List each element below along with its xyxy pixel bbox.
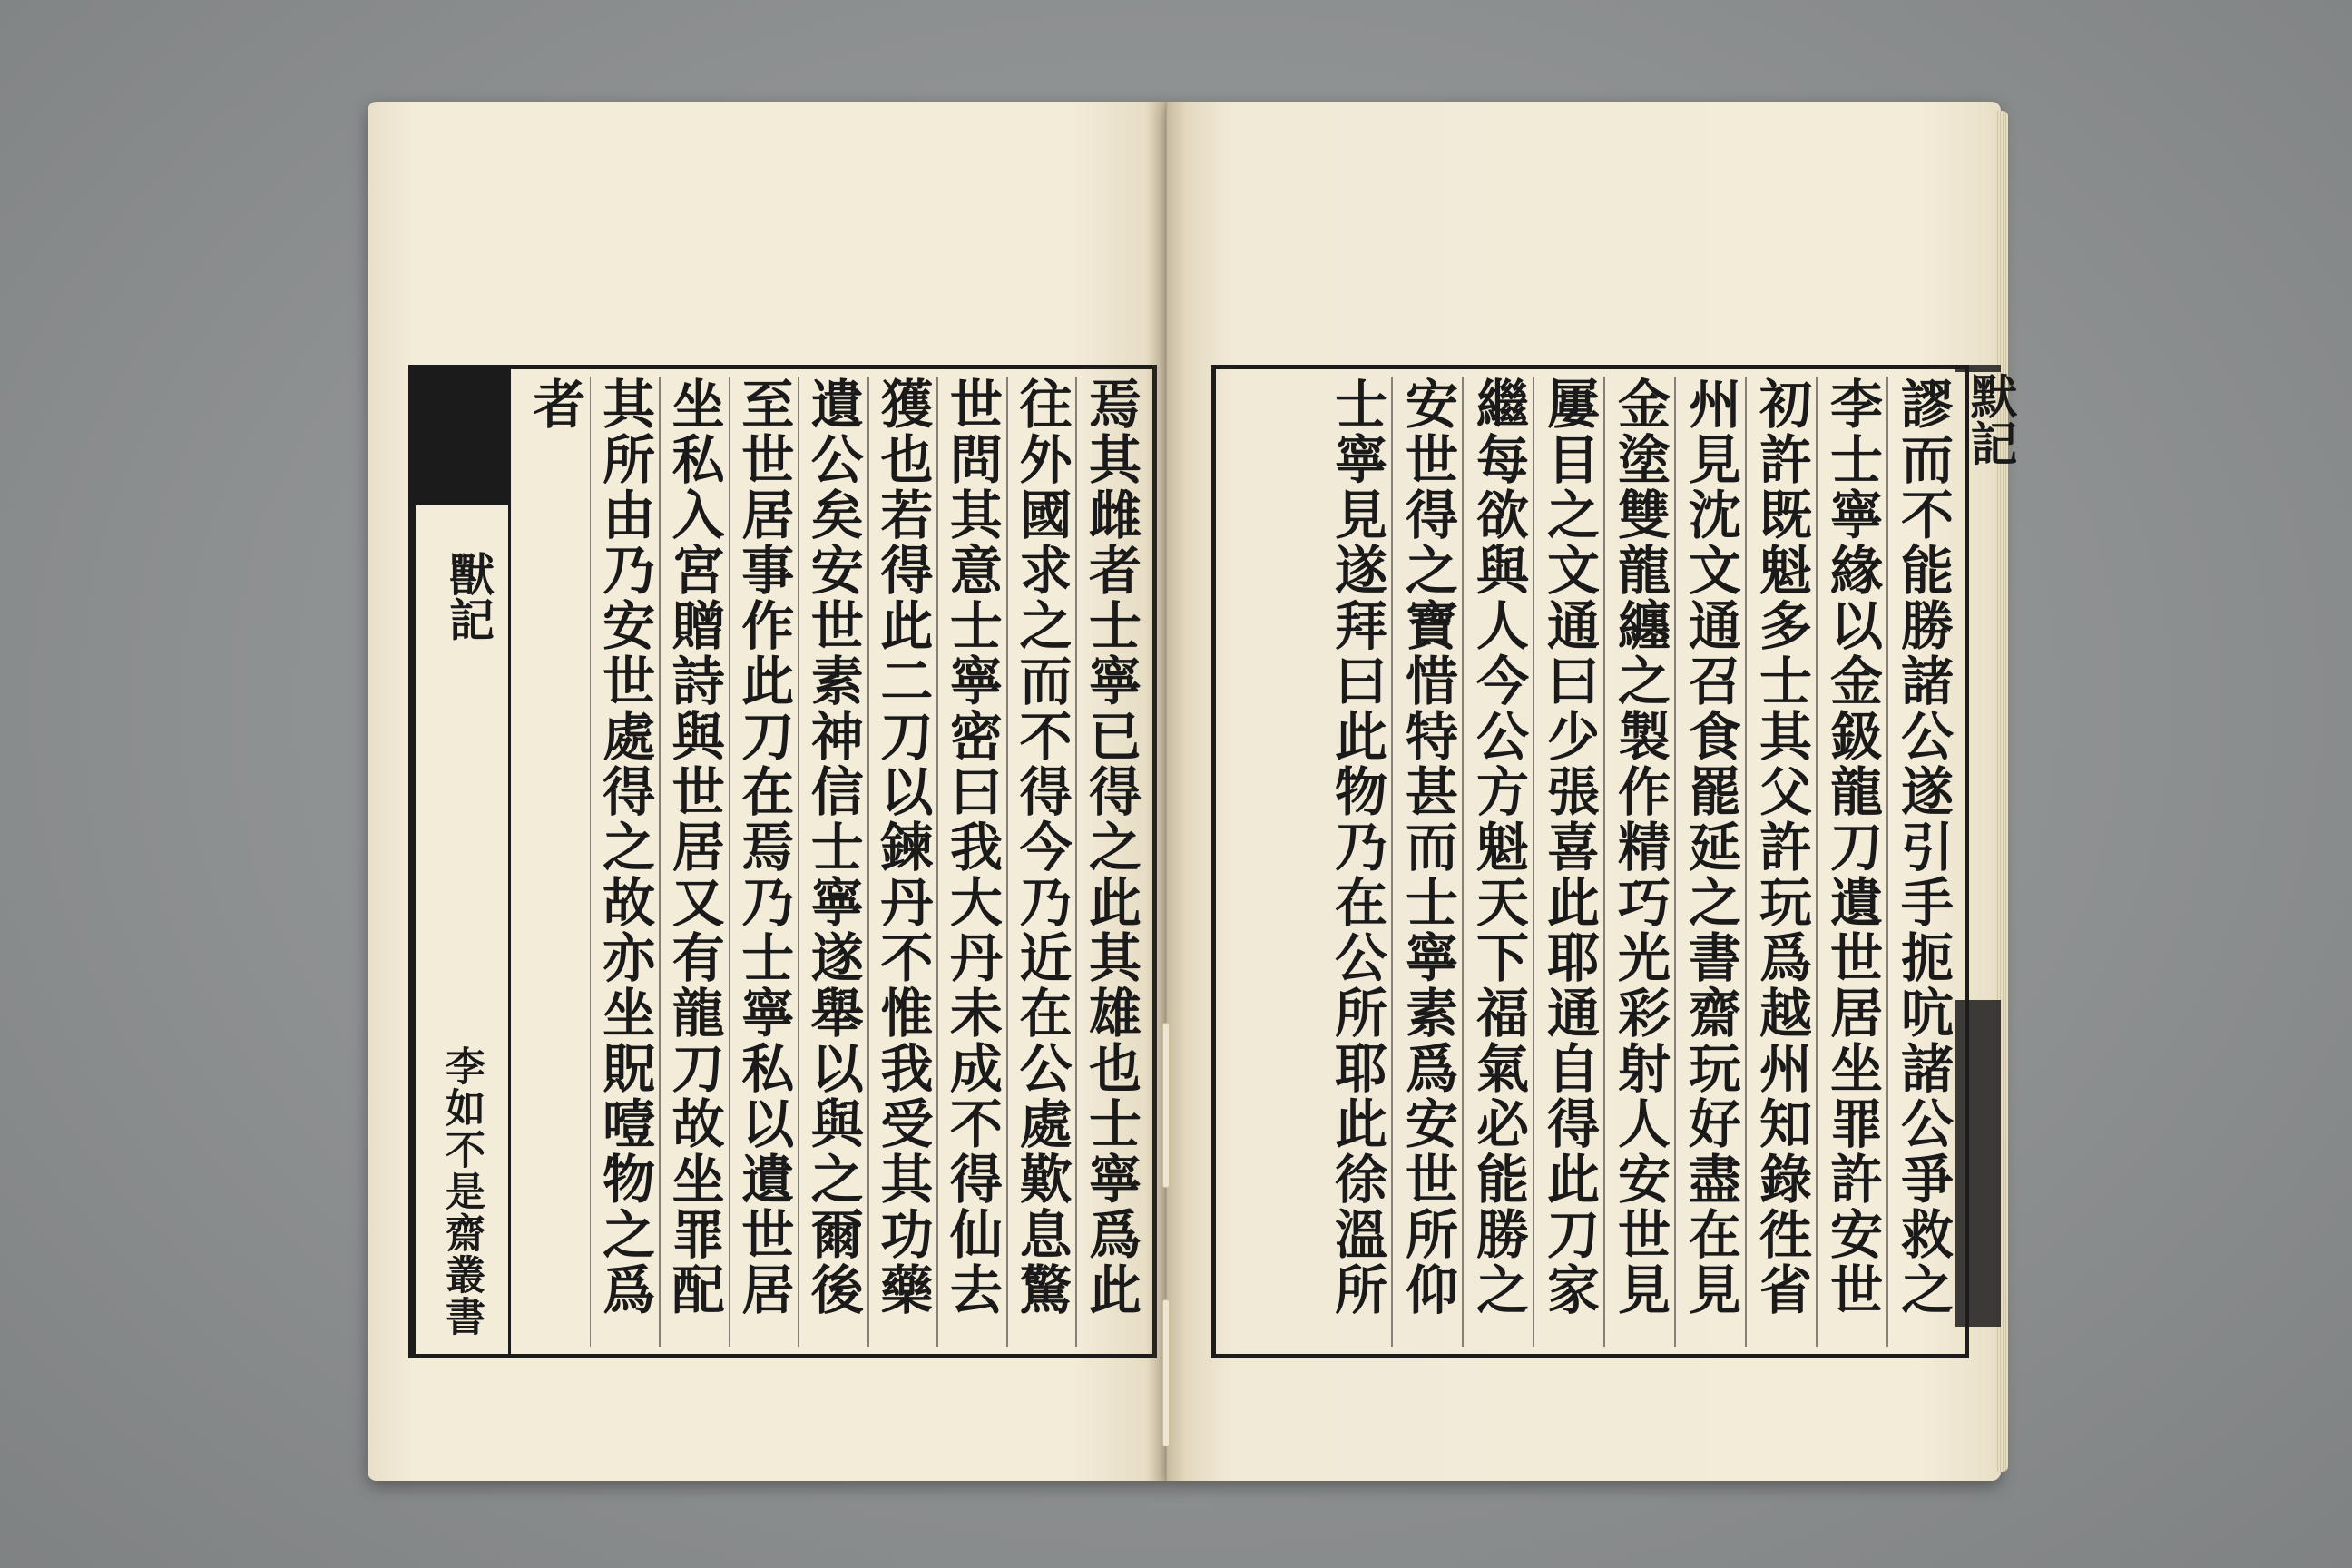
column-rule	[1816, 377, 1818, 1347]
column-rule	[1533, 377, 1534, 1347]
column-rule	[867, 377, 869, 1347]
left-banxin-title: 獸記	[442, 551, 495, 642]
text-column: 李士寧緣以金鈒龍刀遺世居坐罪許安世	[1821, 377, 1883, 1318]
column-rule	[1075, 377, 1077, 1347]
text-column: 焉其雌者士寧已得之此其雄也士寧爲此	[1080, 377, 1142, 1318]
column-rule	[659, 377, 661, 1347]
left-banxin	[413, 369, 511, 1354]
right-page-frame	[1211, 365, 1969, 1358]
column-rule	[1462, 377, 1464, 1347]
column-rule	[1674, 377, 1676, 1347]
left-text-columns	[522, 377, 1145, 1347]
column-rule	[936, 377, 938, 1347]
binding-thread	[1162, 1299, 1170, 1446]
open-book	[368, 102, 2017, 1481]
fish-tail-mark	[416, 369, 508, 505]
text-column: 世問其意士寧密曰我大丹未成不得仙去	[940, 377, 1003, 1318]
right-banxin	[1955, 365, 2017, 1358]
binding-thread	[1162, 1023, 1170, 1188]
text-column: 獲也若得此二刀以鍊丹不惟我受其功藥	[871, 377, 934, 1318]
column-rule	[1006, 377, 1008, 1347]
fish-tail-mark	[1955, 1000, 2001, 1327]
text-column: 者	[524, 377, 586, 432]
text-column: 屢目之文通曰少張喜此耶通自得此刀家	[1538, 377, 1600, 1318]
text-column: 金塗雙龍纏之製作精巧光彩射人安世見	[1609, 377, 1671, 1318]
column-rule	[1745, 377, 1747, 1347]
column-rule	[798, 377, 799, 1347]
left-banxin-credit: 李如不是齋叢書	[438, 1045, 485, 1338]
text-column: 遺公矣安世素神信士寧遂舉以與之爾後	[801, 377, 864, 1318]
column-rule	[1603, 377, 1605, 1347]
text-column: 坐私入宮贈詩與世居又有龍刀故坐罪配	[662, 377, 725, 1318]
text-column: 往外國求之而不得今乃近在公處歎息驚	[1010, 377, 1073, 1318]
left-page-frame	[408, 365, 1157, 1358]
text-column: 其所由乃安世處得之故亦坐貺噎物之爲	[593, 377, 656, 1318]
column-rule	[1391, 377, 1393, 1347]
text-column: 州見沈文通召食罷延之書齋玩好盡在見	[1680, 377, 1741, 1318]
column-rule	[590, 377, 592, 1347]
text-column: 謬而不能勝諸公遂引手扼吭諸公爭救之	[1892, 377, 1954, 1318]
text-column: 安世得之寶惜特甚而士寧素爲安世所仰	[1396, 377, 1458, 1318]
text-column: 初許既魁多士其父許玩爲越州知錄徃省	[1750, 377, 1812, 1318]
right-banxin-title: 默記	[1962, 372, 2017, 466]
book-gutter	[1146, 102, 1186, 1481]
left-page	[368, 102, 1166, 1481]
column-rule	[1886, 377, 1888, 1347]
right-text-columns	[1243, 377, 1957, 1347]
text-column: 至世居事作此刀在焉乃士寧私以遺世居	[732, 377, 795, 1318]
text-column: 繼每欲與人今公方魁天下福氣必能勝之	[1467, 377, 1529, 1318]
frame-edge-mark	[1955, 365, 2001, 372]
right-page	[1166, 102, 2017, 1481]
text-column: 士寧見遂拜曰此物乃在公所耶此徐溫所	[1326, 377, 1387, 1318]
column-rule	[729, 377, 730, 1347]
